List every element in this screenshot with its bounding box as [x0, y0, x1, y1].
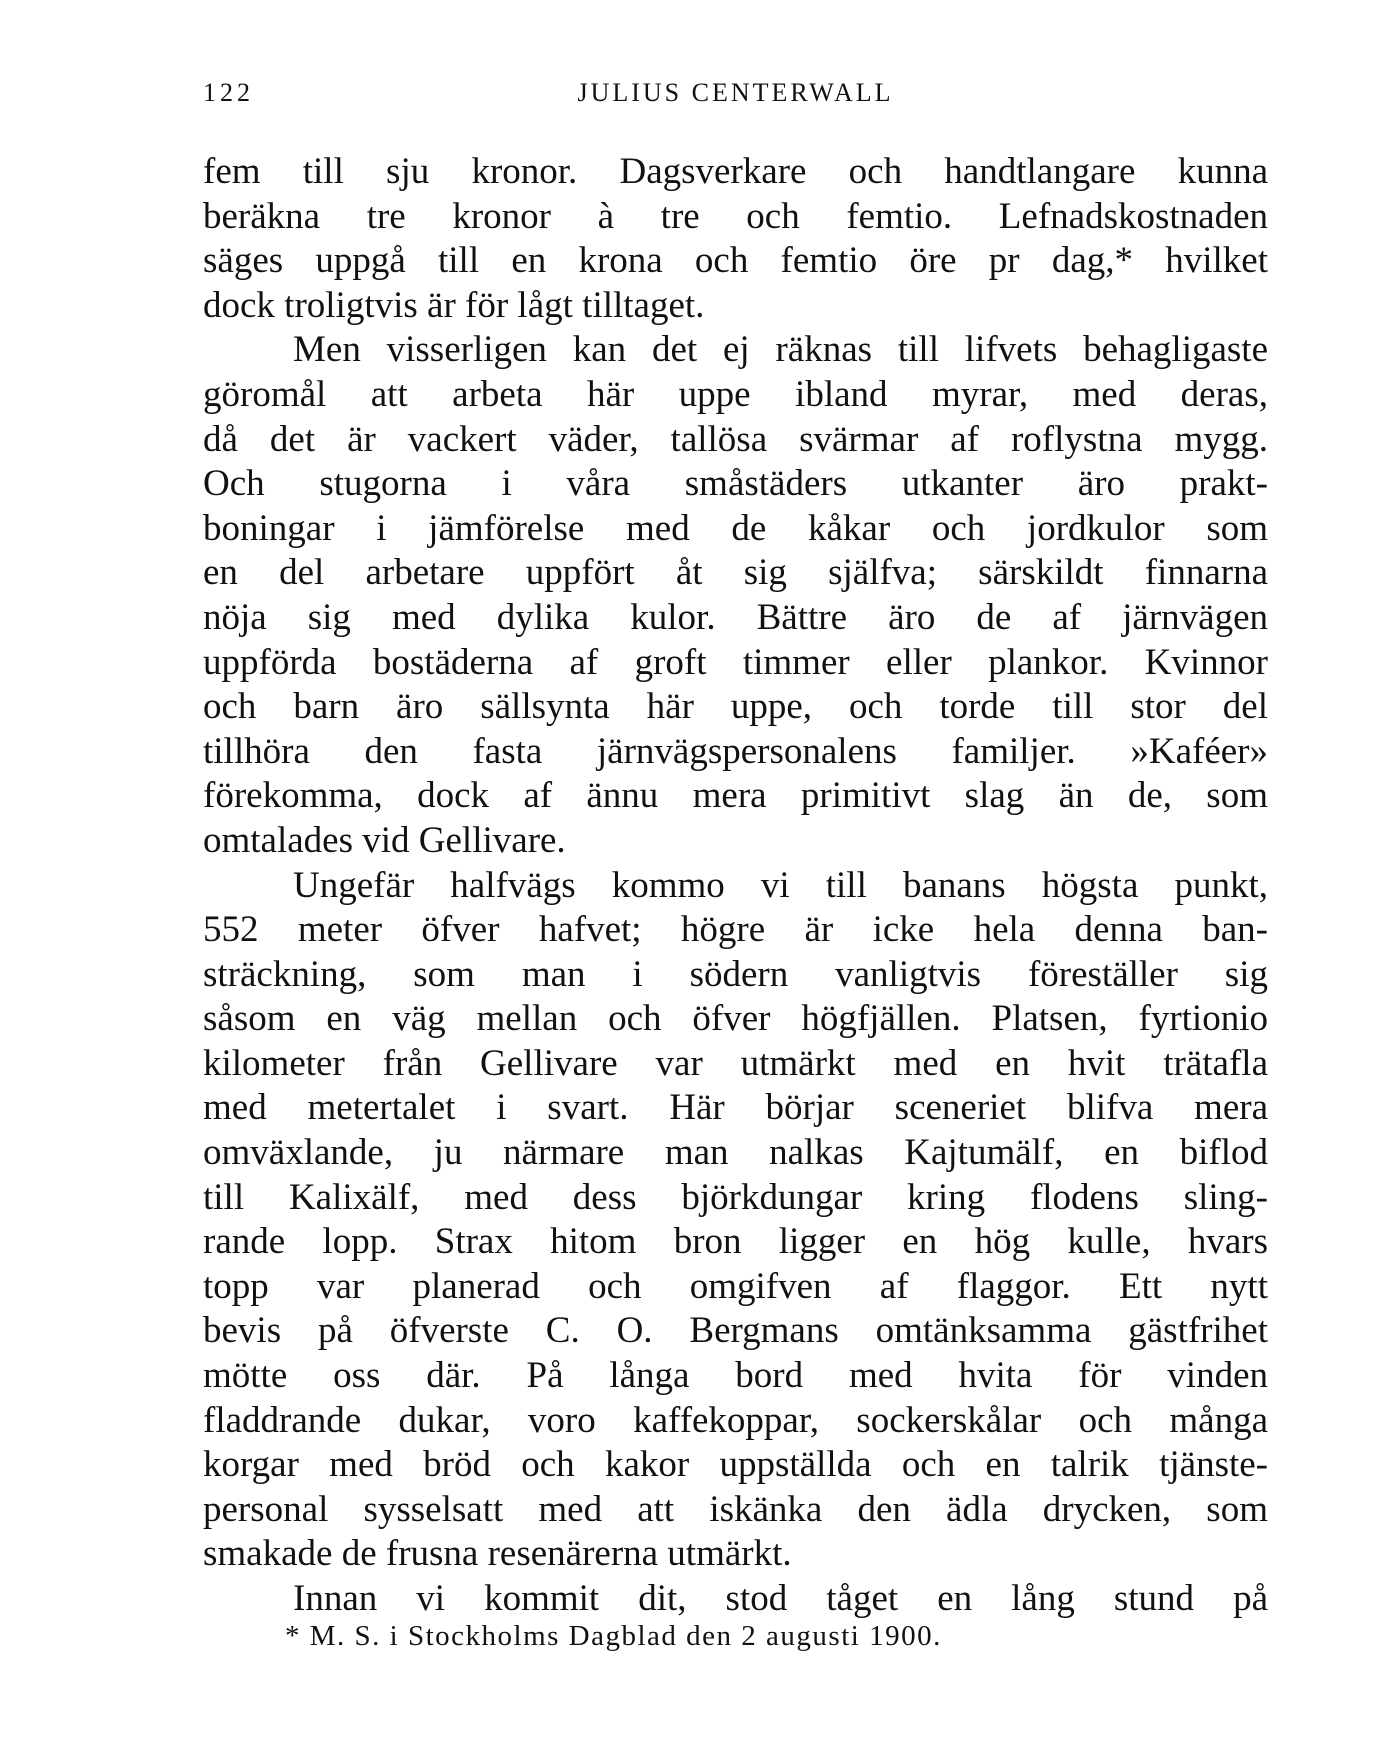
text-line: till Kalixälf, med dess björkdungar kring flodens sling- [203, 1176, 1268, 1218]
text-line: uppförda bostäderna af groft timmer eller plankor. Kvinnor [203, 641, 1268, 683]
running-head [203, 78, 1268, 118]
paragraph-first-line: Ungefär halfvägs kommo vi till banans högsta punkt, [293, 864, 1268, 906]
text-line: dock troligtvis är för lågt tilltaget. [203, 284, 705, 326]
text-line: förekomma, dock af ännu mera primitivt slag än de, som [203, 775, 1268, 817]
text-line: personal sysselsatt med att iskänka den ädla drycken, som [203, 1488, 1268, 1530]
text-line: smakade de frusna resenärerna utmärkt. [203, 1533, 792, 1575]
text-line: rande lopp. Strax hitom bron ligger en hög kulle, hvars [203, 1221, 1268, 1263]
text-line: göromål att arbeta här uppe ibland myrar, med deras, [203, 373, 1268, 415]
text-line: fem till sju kronor. Dagsverkare och handtlangare kunna [203, 151, 1268, 192]
text-line: mötte oss där. På långa bord med hvita för vinden [203, 1355, 1268, 1397]
paragraph-first-line: Innan vi kommit dit, stod tåget en lång stund på [293, 1578, 1268, 1619]
text-line: såsom en väg mellan och öfver högfjällen. Platsen, fyrtionio [203, 998, 1268, 1040]
text-line: tillhöra den fasta järnvägspersonalens familjer. »Kaféer» [203, 730, 1268, 772]
page-number: 122 [203, 78, 254, 107]
text-line: och barn äro sällsynta här uppe, och torde till stor del [203, 686, 1268, 728]
running-title: JULIUS CENTERWALL [577, 78, 894, 107]
text-line: korgar med bröd och kakor uppställda och en talrik tjänste- [203, 1444, 1268, 1486]
text-line: bevis på öfverste C. O. Bergmans omtänksamma gästfrihet [203, 1310, 1268, 1352]
text-line: säges uppgå till en krona och femtio öre pr dag,* hvilket [203, 240, 1268, 282]
text-line: då det är vackert väder, tallösa svärmar af roflystna mygg. [203, 418, 1268, 460]
body-text [203, 150, 1268, 1622]
paragraph-first-line: Men visserligen kan det ej räknas till lifvets behagligaste [293, 329, 1268, 371]
text-line: boningar i jämförelse med de kåkar och jordkulor som [203, 507, 1268, 549]
text-line: med metertalet i svart. Här börjar sceneriet blifva mera [203, 1087, 1268, 1129]
text-line: 552 meter öfver hafvet; högre är icke hela denna ban- [203, 909, 1268, 951]
text-line: en del arbetare uppfört åt sig själfva; särskildt finnarna [203, 552, 1268, 594]
text-line: kilometer från Gellivare var utmärkt med en hvit trätafla [203, 1042, 1268, 1084]
text-line: omtalades vid Gellivare. [203, 819, 566, 861]
text-line: topp var planerad och omgifven af flaggor. Ett nytt [203, 1265, 1268, 1307]
text-line: fladdrande dukar, voro kaffekoppar, sockerskålar och många [203, 1399, 1268, 1441]
text-line: omväxlande, ju närmare man nalkas Kajtumälf, en biflod [203, 1132, 1268, 1174]
text-line: beräkna tre kronor à tre och femtio. Lefnadskostnaden [203, 195, 1268, 237]
text-line: sträckning, som man i södern vanligtvis föreställer sig [203, 953, 1268, 995]
text-line: Och stugorna i våra småstäders utkanter äro prakt- [203, 463, 1268, 505]
text-line: nöja sig med dylika kulor. Bättre äro de af järnvägen [203, 596, 1268, 638]
footnote: * M. S. i Stockholms Dagblad den 2 augusti 1900. [285, 1620, 942, 1652]
